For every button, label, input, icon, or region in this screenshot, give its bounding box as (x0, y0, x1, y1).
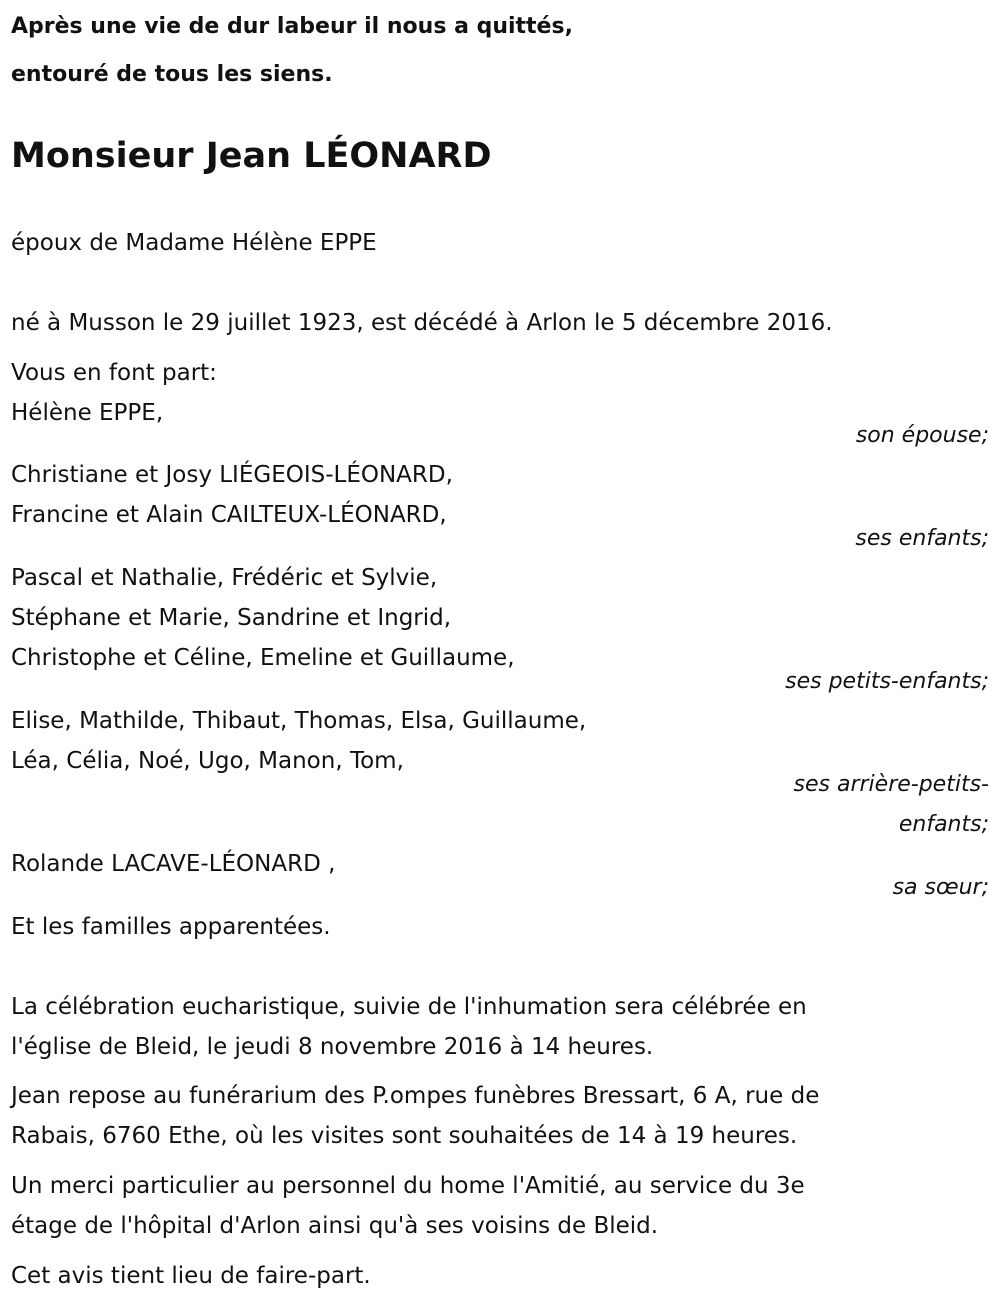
grandchild-name: Pascal et Nathalie, Frédéric et Sylvie, (11, 565, 438, 591)
spouse-line: époux de Madame Hélène EPPE (11, 230, 377, 256)
intro-line-1: Après une vie de dur labeur il nous a quittés, (11, 14, 573, 39)
great-grandchildren-relation-line-2: enfants; (898, 812, 989, 837)
thanks-line-2: étage de l'hôpital d'Arlon ainsi qu'à ses voisins de Bleid. (11, 1213, 659, 1239)
celebration-line-2: l'église de Bleid, le jeudi 8 novembre 2016 à 14 heures. (11, 1034, 654, 1060)
spouse-name: Hélène EPPE, (11, 400, 164, 426)
child-name: Christiane et Josy LIÉGEOIS-LÉONARD, (11, 462, 453, 488)
funeral-home-line-2: Rabais, 6760 Ethe, où les visites sont souhaitées de 14 à 19 heures. (11, 1123, 798, 1149)
spouse-relation: son épouse; (855, 423, 989, 448)
grandchild-name: Christophe et Céline, Emeline et Guillaume, (11, 645, 515, 671)
deceased-name: Monsieur Jean LÉONARD (11, 136, 492, 176)
birth-death-line: né à Musson le 29 juillet 1923, est décédé à Arlon le 5 décembre 2016. (11, 310, 833, 336)
thanks-line-1: Un merci particulier au personnel du home l'Amitié, au service du 3e (11, 1173, 805, 1199)
related-families: Et les familles apparentées. (11, 914, 331, 940)
children-relation: ses enfants; (855, 526, 989, 551)
sister-relation: sa sœur; (892, 875, 989, 900)
intro-line-2: entouré de tous les siens. (11, 62, 333, 87)
great-grandchild-name: Léa, Célia, Noé, Ugo, Manon, Tom, (11, 748, 404, 774)
announcers-intro: Vous en font part: (11, 360, 217, 386)
funeral-home-line-1: Jean repose au funérarium des P.ompes funèbres Bressart, 6 A, rue de (11, 1083, 820, 1109)
sister-name: Rolande LACAVE-LÉONARD , (11, 851, 336, 877)
child-name: Francine et Alain CAILTEUX-LÉONARD, (11, 502, 447, 528)
grandchildren-relation: ses petits-enfants; (785, 669, 989, 694)
celebration-line-1: La célébration eucharistique, suivie de l'inhumation sera célébrée en (11, 994, 807, 1020)
great-grandchild-name: Elise, Mathilde, Thibaut, Thomas, Elsa, Guillaume, (11, 708, 587, 734)
grandchild-name: Stéphane et Marie, Sandrine et Ingrid, (11, 605, 452, 631)
closing-line: Cet avis tient lieu de faire-part. (11, 1263, 371, 1289)
great-grandchildren-relation-line-1: ses arrière-petits- (793, 772, 989, 797)
